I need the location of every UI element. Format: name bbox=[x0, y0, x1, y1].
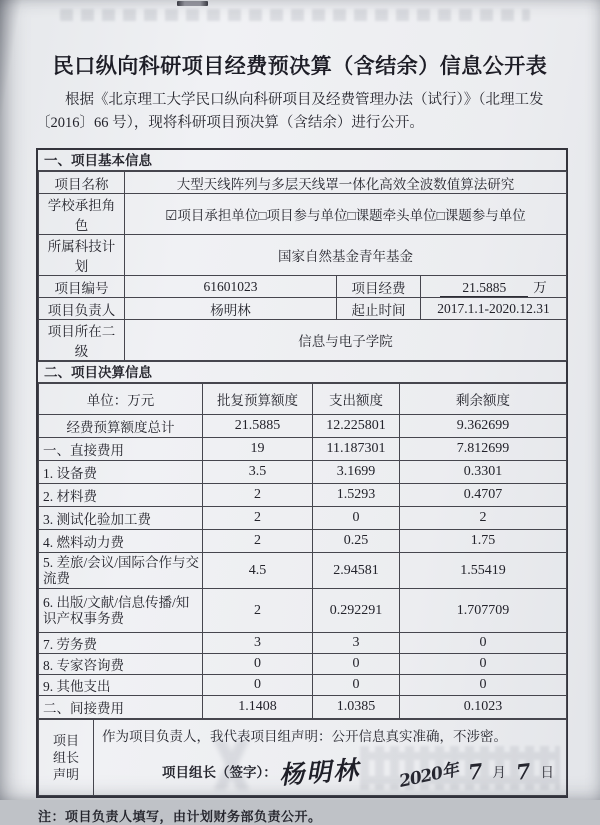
project-code-label: 项目编号 bbox=[39, 276, 125, 298]
budget-spent-value: 1.5293 bbox=[313, 484, 400, 507]
budget-row-label: 5. 差旅/会议/国际合作与交流费 bbox=[39, 553, 203, 589]
intro-paragraph bbox=[36, 89, 564, 135]
role-option bbox=[437, 208, 526, 223]
handwritten-date bbox=[397, 757, 558, 792]
budget-approved-value: 4.5 bbox=[203, 553, 313, 589]
date-month-number: 7 bbox=[466, 757, 484, 785]
section-budget-header: 二、项目决算信息 bbox=[38, 361, 566, 383]
budget-approved-value: 2 bbox=[203, 484, 313, 507]
statement-block bbox=[38, 719, 567, 796]
budget-spent-value: 0 bbox=[313, 507, 400, 530]
budget-row-label: 1. 设备费 bbox=[39, 461, 203, 484]
role-option bbox=[347, 208, 436, 223]
budget-remaining-value: 7.812699 bbox=[400, 438, 567, 461]
checkbox-unchecked-icon: □ bbox=[258, 208, 267, 223]
science-plan-value: 国家自然基金青年基金 bbox=[125, 235, 567, 276]
budget-row-label: 二、间接费用 bbox=[39, 696, 203, 719]
statement-side-line: 组长 bbox=[52, 749, 79, 765]
checkbox-unchecked-icon: □ bbox=[347, 208, 356, 223]
project-funds-label: 项目经费 bbox=[337, 276, 421, 298]
budget-approved-value: 2 bbox=[203, 507, 313, 530]
budget-row-label: 9. 其他支出 bbox=[39, 675, 203, 696]
project-funds-value bbox=[421, 276, 567, 298]
project-period-value: 2017.1.1-2020.12.31 bbox=[421, 298, 567, 320]
role-option-label: 项目参与单位 bbox=[266, 208, 348, 223]
statement-side-line: 项目 bbox=[52, 732, 79, 748]
funds-amount: 21.5885 bbox=[440, 280, 528, 297]
budget-spent-value: 3 bbox=[313, 633, 400, 654]
budget-remaining-value: 0.1023 bbox=[400, 696, 567, 719]
budget-row-indirect bbox=[39, 696, 567, 719]
budget-table bbox=[38, 383, 567, 719]
budget-remaining-value: 2 bbox=[400, 507, 567, 530]
budget-spent-value: 12.225801 bbox=[313, 415, 400, 438]
budget-unit-header: 单位：万元 bbox=[39, 384, 203, 415]
budget-remaining-value: 0 bbox=[400, 633, 567, 654]
date-month-label: 月 bbox=[492, 765, 506, 780]
budget-row-label: 6. 出版/文献/信息传播/知识产权事务费 bbox=[39, 589, 203, 633]
form-table bbox=[36, 148, 568, 798]
project-school-label: 项目所在二级 bbox=[39, 320, 125, 361]
budget-spent-value: 1.0385 bbox=[313, 696, 400, 719]
statement-content bbox=[94, 720, 567, 796]
budget-row-label: 7. 劳务费 bbox=[39, 633, 203, 654]
budget-approved-value: 2 bbox=[203, 589, 313, 633]
budget-row-label: 经费预算额度总计 bbox=[39, 415, 203, 438]
budget-row-other bbox=[39, 675, 567, 696]
budget-remaining-value: 1.75 bbox=[400, 530, 567, 553]
date-day-label: 日 bbox=[540, 765, 554, 780]
budget-spent-header: 支出额度 bbox=[313, 384, 400, 415]
budget-approved-value: 0 bbox=[203, 675, 313, 696]
budget-row-label: 4. 燃料动力费 bbox=[39, 530, 203, 553]
budget-row-materials bbox=[39, 484, 567, 507]
project-school-value: 信息与电子学院 bbox=[125, 320, 567, 361]
role-option bbox=[165, 208, 258, 223]
project-leader-label: 项目负责人 bbox=[39, 298, 125, 320]
budget-spent-value: 0 bbox=[313, 654, 400, 675]
budget-remaining-value: 0.4707 bbox=[400, 484, 567, 507]
project-name-label: 项目名称 bbox=[39, 172, 125, 194]
clip-mark bbox=[177, 1, 208, 6]
basic-info-table bbox=[38, 171, 567, 361]
checkbox-unchecked-icon: □ bbox=[436, 208, 445, 223]
science-plan-label: 所属科技计划 bbox=[39, 235, 125, 276]
budget-row-equipment bbox=[39, 461, 567, 484]
budget-header-row bbox=[39, 384, 567, 415]
budget-spent-value: 2.94581 bbox=[313, 553, 400, 589]
project-leader-value: 杨明林 bbox=[125, 298, 337, 320]
project-name-row bbox=[39, 172, 567, 194]
project-period-label: 起止时间 bbox=[337, 298, 421, 320]
handwritten-signature: 杨明林 bbox=[277, 755, 361, 790]
budget-remaining-value: 9.362699 bbox=[400, 415, 567, 438]
budget-approved-header: 批复预算额度 bbox=[203, 384, 313, 415]
budget-row-fuel bbox=[39, 530, 567, 553]
budget-remaining-value: 0 bbox=[400, 654, 567, 675]
budget-spent-value: 3.1699 bbox=[313, 461, 400, 484]
intro-line-1: 根据《北京理工大学民口纵向科研项目及经费管理办法（试行）》（北理工发 bbox=[65, 92, 544, 108]
role-option-label: 课题牵头单位 bbox=[355, 208, 437, 223]
section-basic-info-header: 一、项目基本信息 bbox=[38, 150, 566, 171]
date-day-number: 7 bbox=[514, 757, 532, 785]
budget-remaining-value: 1.707709 bbox=[400, 589, 567, 633]
budget-approved-value: 2 bbox=[203, 530, 313, 553]
school-role-row bbox=[39, 194, 567, 235]
budget-spent-value: 11.187301 bbox=[313, 438, 400, 461]
budget-remaining-value: 0 bbox=[400, 675, 567, 696]
budget-spent-value: 0.25 bbox=[313, 530, 400, 553]
checkbox-checked-icon: ☑ bbox=[165, 208, 178, 223]
budget-approved-value: 1.1408 bbox=[203, 696, 313, 719]
budget-row-label: 2. 材料费 bbox=[39, 484, 203, 507]
budget-row-labor bbox=[39, 633, 567, 654]
project-code-row bbox=[39, 276, 567, 298]
school-role-label: 学校承担角色 bbox=[39, 194, 125, 235]
statement-side-label bbox=[39, 720, 94, 796]
budget-row-label: 3. 测试化验加工费 bbox=[39, 507, 203, 530]
footer-note: 注：项目负责人填写，由计划财务部负责公开。 bbox=[38, 809, 322, 824]
project-school-row bbox=[39, 320, 567, 361]
budget-remaining-value: 1.55419 bbox=[400, 553, 567, 589]
funds-unit: 万 bbox=[533, 280, 547, 295]
budget-approved-value: 21.5885 bbox=[203, 415, 313, 438]
budget-row-publication bbox=[39, 589, 567, 633]
budget-remaining-header: 剩余额度 bbox=[400, 384, 567, 415]
project-code-value: 61601023 bbox=[125, 276, 337, 298]
budget-row-direct bbox=[39, 438, 567, 461]
role-option bbox=[258, 208, 347, 223]
budget-row-testing bbox=[39, 507, 567, 530]
budget-row-label: 一、直接费用 bbox=[39, 438, 203, 461]
statement-row bbox=[39, 720, 567, 796]
role-option-label: 项目承担单位 bbox=[177, 208, 259, 223]
intro-line-2: 〔2016〕66 号），现将科研项目预决算（含结余）进行公开。 bbox=[36, 115, 424, 131]
statement-side-line: 声明 bbox=[52, 766, 79, 782]
budget-row-total bbox=[39, 415, 567, 438]
budget-row-consulting bbox=[39, 654, 567, 675]
budget-row-label: 8. 专家咨询费 bbox=[39, 654, 203, 675]
project-name-value: 大型天线阵列与多层天线罩一体化高效全波数值算法研究 bbox=[125, 172, 567, 194]
project-leader-row bbox=[39, 298, 567, 320]
budget-approved-value: 19 bbox=[203, 438, 313, 461]
page-title: 民口纵向科研项目经费预决算（含结余）信息公开表 bbox=[52, 55, 548, 78]
science-plan-row bbox=[39, 235, 567, 276]
statement-text: 作为项目负责人，我代表项目组声明：公开信息真实准确，不涉密。 bbox=[102, 729, 507, 744]
budget-approved-value: 3 bbox=[203, 633, 313, 654]
budget-spent-value: 0 bbox=[313, 675, 400, 696]
budget-remaining-value: 0.3301 bbox=[400, 461, 567, 484]
role-option-label: 课题参与单位 bbox=[444, 208, 526, 223]
date-year: 2020年 bbox=[397, 759, 461, 792]
signature-label: 项目组长（签字）： bbox=[162, 765, 277, 780]
budget-row-travel bbox=[39, 553, 567, 589]
budget-approved-value: 0 bbox=[203, 654, 313, 675]
signature-line bbox=[102, 753, 558, 792]
school-role-options bbox=[125, 194, 567, 235]
budget-spent-value: 0.292291 bbox=[313, 589, 400, 633]
budget-approved-value: 3.5 bbox=[203, 461, 313, 484]
